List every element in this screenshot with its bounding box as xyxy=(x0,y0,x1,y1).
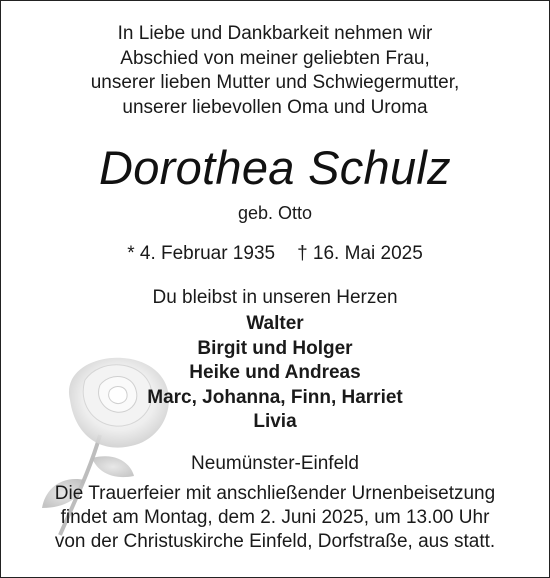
birth-date: * 4. Februar 1935 xyxy=(127,243,276,264)
family-line: Heike und Andreas xyxy=(189,362,361,383)
motto: Du bleibst in unseren Herzen xyxy=(152,287,398,308)
family-list xyxy=(0,312,550,435)
family-line: Marc, Johanna, Finn, Harriet xyxy=(147,386,403,408)
birth-name: geb. Otto xyxy=(237,203,313,223)
place: Neumünster-Einfeld xyxy=(191,453,359,474)
death-date: † 16. Mai 2025 xyxy=(297,243,423,264)
life-dates xyxy=(0,242,550,266)
intro-line: In Liebe und Dankbarkeit nehmen wir xyxy=(117,23,433,44)
deceased-name: Dorothea Schulz xyxy=(99,141,451,194)
intro-line: Abschied von meiner geliebten Frau, xyxy=(120,47,430,69)
intro-text xyxy=(0,22,550,120)
service-info xyxy=(0,482,550,554)
service-line: findet am Montag, dem 2. Juni 2025, um 13.00 Uhr xyxy=(60,507,490,528)
family-line: Birgit und Holger xyxy=(197,337,353,359)
service-line: von der Christuskirche Einfeld, Dorfstraße, aus statt. xyxy=(54,531,496,552)
service-line: Die Trauerfeier mit anschließender Urnenbeisetzung xyxy=(54,483,496,504)
family-line: Livia xyxy=(253,411,297,432)
family-line: Walter xyxy=(246,313,304,334)
intro-line: unserer liebevollen Oma und Uroma xyxy=(122,96,428,118)
intro-line: unserer lieben Mutter und Schwiegermutter, xyxy=(90,72,460,93)
